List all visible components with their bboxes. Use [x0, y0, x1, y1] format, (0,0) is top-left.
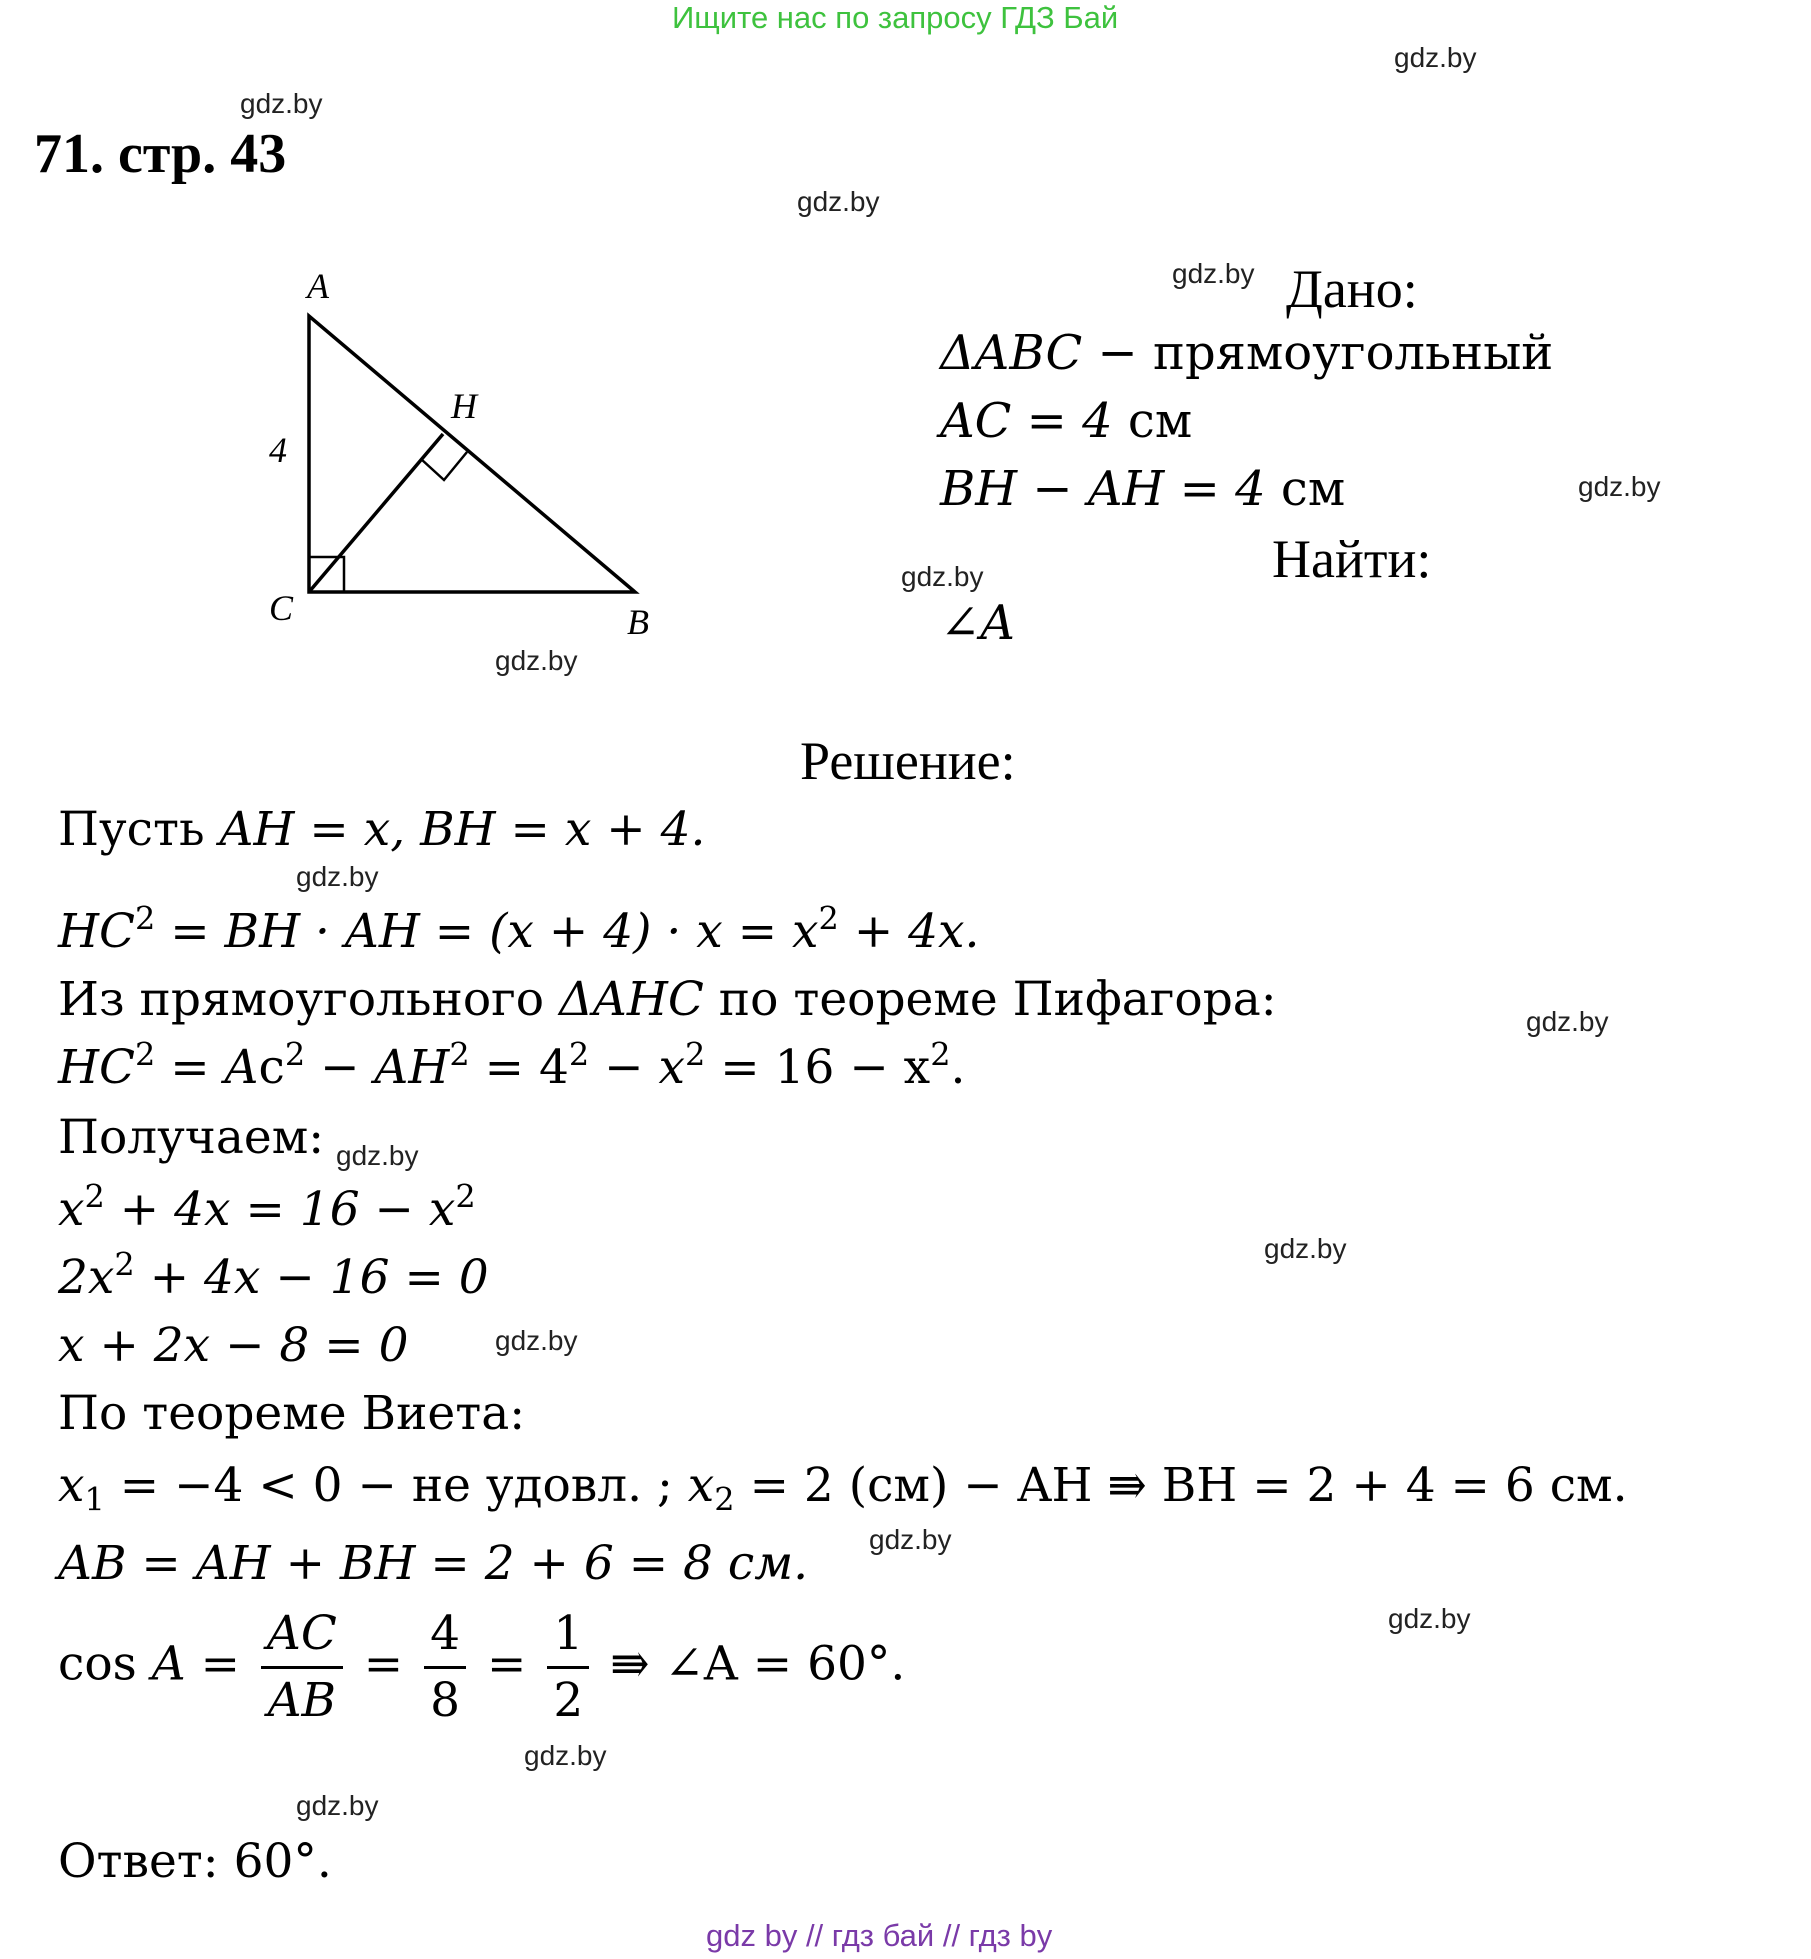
solution-line-6: $x^2 + 4x = 16 - x^2$: [58, 1177, 476, 1237]
solution-line-5: Получаем:: [58, 1110, 325, 1165]
solution-line-10: $x_1 = -4 < 0$ − не удовл. ; $x_2 = 2$ (см) − AH ⇛ BH = 2 + 4 = 6 см.: [58, 1458, 1628, 1519]
answer: Ответ: 60°.: [58, 1834, 332, 1889]
page-title: 71. стр. 43: [34, 123, 287, 185]
find-heading: Найти:: [1272, 529, 1432, 589]
solution-heading: Решение:: [800, 731, 1016, 791]
solution-line-11: AB = AH + BH = 2 + 6 = 8 см.: [58, 1536, 809, 1591]
fraction-4-8: $\frac{4}{8}$: [424, 1606, 466, 1729]
given-triangle: ΔABC − прямоугольный: [940, 325, 1554, 381]
solution-line-4: $HC^2 = Ac^2 - AH^2 = 4^2 - x^2 = 16 - x^2$.: [58, 1035, 966, 1095]
watermark: gdz.by: [1388, 1603, 1471, 1634]
fraction-ac-ab: $\frac{AC}{AB}$: [261, 1606, 343, 1729]
triangle-diagram: [255, 262, 675, 662]
solution-line-9: По теореме Виета:: [58, 1386, 526, 1441]
side-label-ac: 4: [269, 430, 287, 470]
solution-line-8: x + 2x − 8 = 0: [58, 1318, 409, 1373]
watermark: gdz.by: [1526, 1006, 1609, 1037]
right-angle-h: [421, 452, 467, 480]
watermark: gdz.by: [1264, 1233, 1347, 1264]
watermark: gdz.by: [797, 186, 880, 217]
triangle-abc: [309, 316, 635, 592]
given-ac: AC = 4 см: [940, 393, 1193, 449]
solution-line-7: $2x^2 + 4x - 16 = 0$: [58, 1245, 489, 1305]
watermark: gdz.by: [869, 1524, 952, 1555]
watermark: gdz.by: [296, 1790, 379, 1821]
solution-line-12: cos A = $\frac{AC}{AB}$ = $\frac{4}{8}$ = $\frac{1}{2}$ ⇛ ∠A = 60°.: [58, 1606, 906, 1728]
watermark: gdz.by: [1578, 471, 1661, 502]
find-angle: ∠A: [940, 595, 1015, 651]
solution-line-3: Из прямоугольного ΔAHC по теореме Пифагора:: [58, 972, 1277, 1027]
solution-line-2: $HC^2$ = BH · AH = $(x + 4) \cdot x = x^2 + 4x$.: [58, 899, 980, 959]
footer-links: gdz by // гдз бай // гдз by: [706, 1918, 1053, 1953]
given-heading: Дано:: [1286, 259, 1418, 319]
watermark: gdz.by: [296, 861, 379, 892]
vertex-label-c: C: [269, 588, 294, 628]
watermark: gdz.by: [495, 1325, 578, 1356]
altitude-ch: [309, 434, 443, 592]
watermark: gdz.by: [1394, 42, 1477, 73]
given-bh-ah: BH − AH = 4 см: [940, 461, 1346, 517]
search-banner: Ищите нас по запросу ГДЗ Бай: [672, 0, 1119, 35]
watermark: gdz.by: [240, 88, 323, 119]
vertex-label-a: A: [307, 266, 329, 306]
watermark: gdz.by: [524, 1740, 607, 1771]
watermark: gdz.by: [901, 561, 984, 592]
watermark: gdz.by: [336, 1140, 419, 1171]
vertex-label-b: B: [627, 602, 649, 642]
solution-line-1: Пусть AH = x, BH = x + 4.: [58, 802, 706, 857]
watermark: gdz.by: [1172, 258, 1255, 289]
watermark: gdz.by: [495, 645, 578, 676]
vertex-label-h: H: [451, 386, 477, 426]
fraction-1-2: $\frac{1}{2}$: [547, 1606, 589, 1729]
